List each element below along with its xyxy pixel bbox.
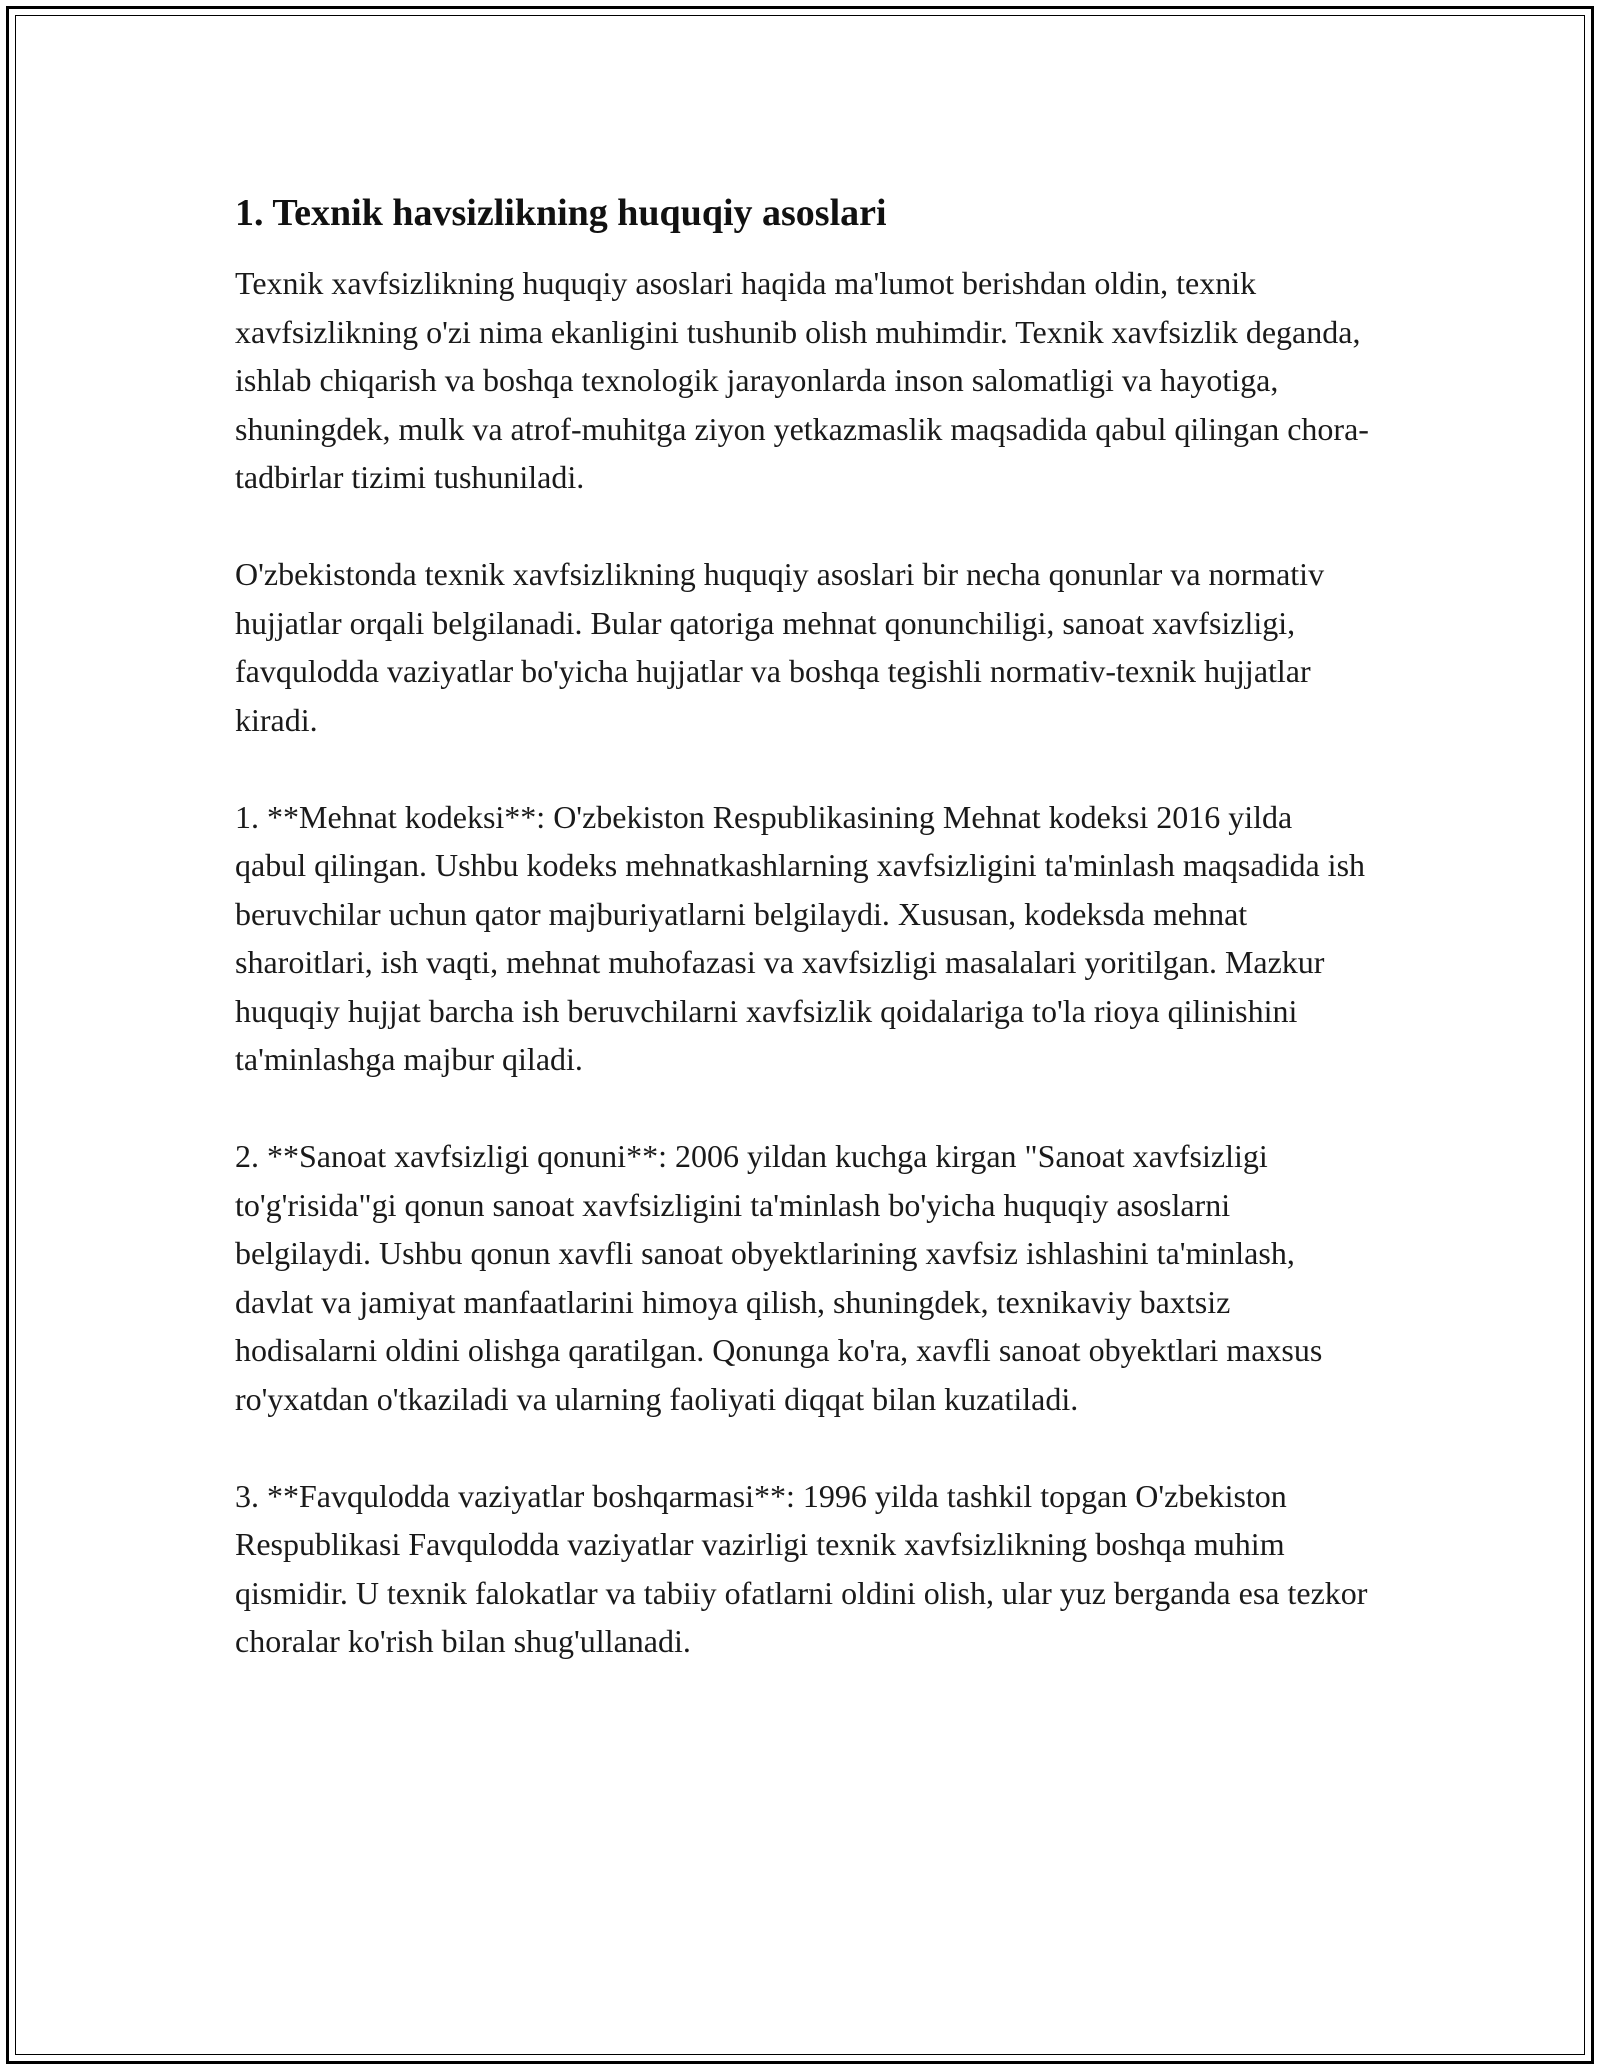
- paragraph-emergency-ministry: 3. **Favqulodda vaziyatlar boshqarmasi**: 1996 yilda tashkil topgan O'zbekiston Respublikasi Favqulodda vaziyatlar vazirligi texnik xavfsizlikning boshqa muhim qismidir. U texnik falokatlar va tabiiy ofatlarni oldini olish, ular yuz berganda esa tezkor choralar ko'rish bilan shug'ullanadi.: [235, 1477, 1368, 1659]
- document-body: [235, 188, 1370, 1666]
- paragraph-legal-basis: O'zbekistonda texnik xavfsizlikning huquqiy asoslari bir necha qonunlar va normativ hujjatlar orqali belgilanadi. Bular qatoriga mehnat qonunchiligi, sanoat xavfsizligi, favqulodda vaziyatlar bo'yicha hujjatlar va boshqa tegishli normativ-texnik hujjatlar kiradi.: [235, 556, 1325, 738]
- paragraph-intro: Texnik xavfsizlikning huquqiy asoslari haqida ma'lumot berishdan oldin, texnik xavfsizlikning o'zi nima ekanligini tushunib olish muhimdir. Texnik xavfsizlik deganda, ishlab chiqarish va boshqa texnologik jarayonlarda inson salomatligi va hayotiga, shuningdek, mulk va atrof-muhitga ziyon yetkazmaslik maqsadida qabul qilingan chora-tadbirlar tizimi tushuniladi.: [235, 265, 1369, 495]
- paragraph-industrial-safety-law: 2. **Sanoat xavfsizligi qonuni**: 2006 yildan kuchga kirgan "Sanoat xavfsizligi to'g'risida"gi qonun sanoat xavfsizligini ta'minlash bo'yicha huquqiy asoslarni belgilaydi. Ushbu qonun xavfli sanoat obyektlarining xavfsiz ishlashini ta'minlash, davlat va jamiyat manfaatlarini himoya qilish, shuningdek, texnikaviy baxtsiz hodisalarni oldini olishga qaratilgan. Qonunga ko'ra, xavfli sanoat obyektlari maxsus ro'yxatdan o'tkaziladi va ularning faoliyati diqqat bilan kuzatiladi.: [235, 1138, 1323, 1417]
- paragraph-labor-code: 1. **Mehnat kodeksi**: O'zbekiston Respublikasining Mehnat kodeksi 2016 yilda qabul qilingan. Ushbu kodeks mehnatkashlarning xavfsizligini ta'minlash maqsadida ish beruvchilar uchun qator majburiyatlarni belgilaydi. Xususan, kodeksda mehnat sharoitlari, ish vaqti, mehnat muhofazasi va xavfsizligi masalalari yoritilgan. Mazkur huquqiy hujjat barcha ish beruvchilarni xavfsizlik qoidalariga to'la rioya qilinishini ta'minlashga majbur qiladi.: [235, 798, 1366, 1077]
- section-heading: 1. Texnik havsizlikning huquqiy asoslari: [235, 192, 887, 234]
